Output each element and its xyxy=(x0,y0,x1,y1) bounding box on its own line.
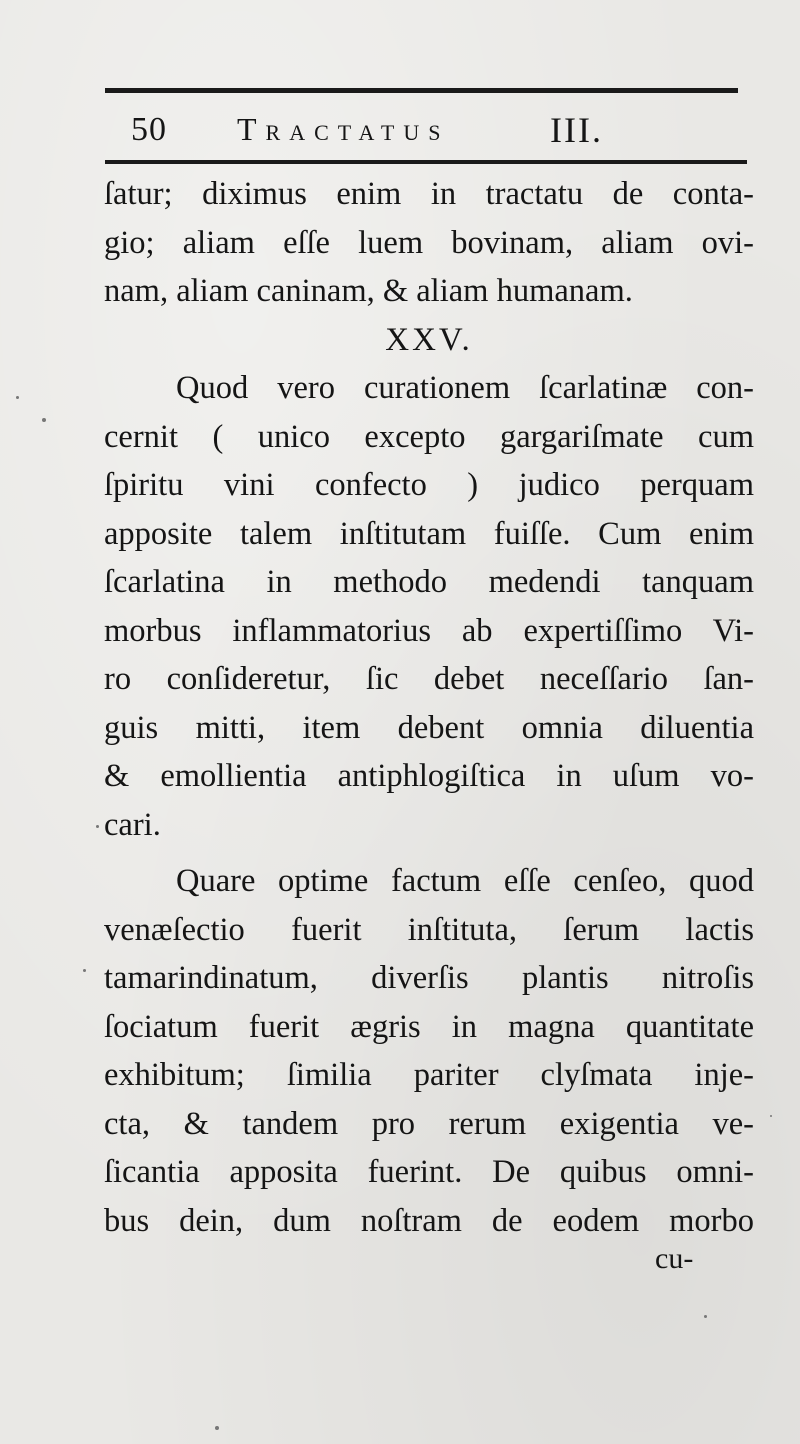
text-line: Quare optime factum eſſe cenſeo, quod xyxy=(176,863,754,899)
text-line: cernit ( unico excepto gargariſmate cum xyxy=(104,418,754,455)
text-line: Quod vero curationem ſcarlatinæ con- xyxy=(176,370,754,406)
header-bottom-rule xyxy=(105,160,747,164)
body-text xyxy=(104,170,754,1245)
paragraph-gap xyxy=(104,849,754,857)
text-line: nam, aliam caninam, & aliam humanam. xyxy=(104,273,633,309)
text-line: ſpiritu vini confecto ) judico perquam xyxy=(104,467,754,503)
text-line: exhibitum; ſimilia pariter clyſmata inje- xyxy=(104,1057,754,1093)
text-line: bus dein, dum noſtram de eodem morbo xyxy=(104,1202,754,1239)
text-line: gio; aliam eſſe luem bovinam, aliam ovi- xyxy=(104,224,754,261)
text-line: venæſectio fuerit inſtituta, ſerum lactis xyxy=(104,911,754,948)
text-line: tamarindinatum, diverſis plantis nitroſis xyxy=(104,960,754,996)
text-line: ſcarlatina in methodo medendi tanquam xyxy=(104,564,754,600)
text-line: ſicantia apposita fuerint. De quibus omni- xyxy=(104,1154,754,1190)
header-top-rule xyxy=(105,88,738,93)
text-line: ſociatum fuerit ægris in magna quantitate xyxy=(104,1008,754,1045)
text-line: morbus inflammatorius ab expertiſſimo Vi- xyxy=(104,612,754,649)
catchword: cu- xyxy=(655,1242,694,1275)
text-line: ro conſideretur, ſic debet neceſſario ſan- xyxy=(104,661,754,697)
text-line: cari. xyxy=(104,806,161,843)
running-header xyxy=(105,103,738,153)
text-line: & emollientia antiphlogiſtica in uſum vo- xyxy=(104,758,754,794)
treatise-number: III. xyxy=(550,110,603,150)
text-line: apposite talem inſtitutam fuiſſe. Cum enim xyxy=(104,515,754,552)
text-line: ſatur; diximus enim in tractatu de conta- xyxy=(104,176,754,212)
running-title: Tractatus xyxy=(237,111,450,147)
text-line: cta, & tandem pro rerum exigentia ve- xyxy=(104,1105,754,1142)
page-number: 50 xyxy=(131,111,167,148)
text-line: guis mitti, item debent omnia diluentia xyxy=(104,709,754,746)
section-heading: XXV. xyxy=(385,321,473,358)
